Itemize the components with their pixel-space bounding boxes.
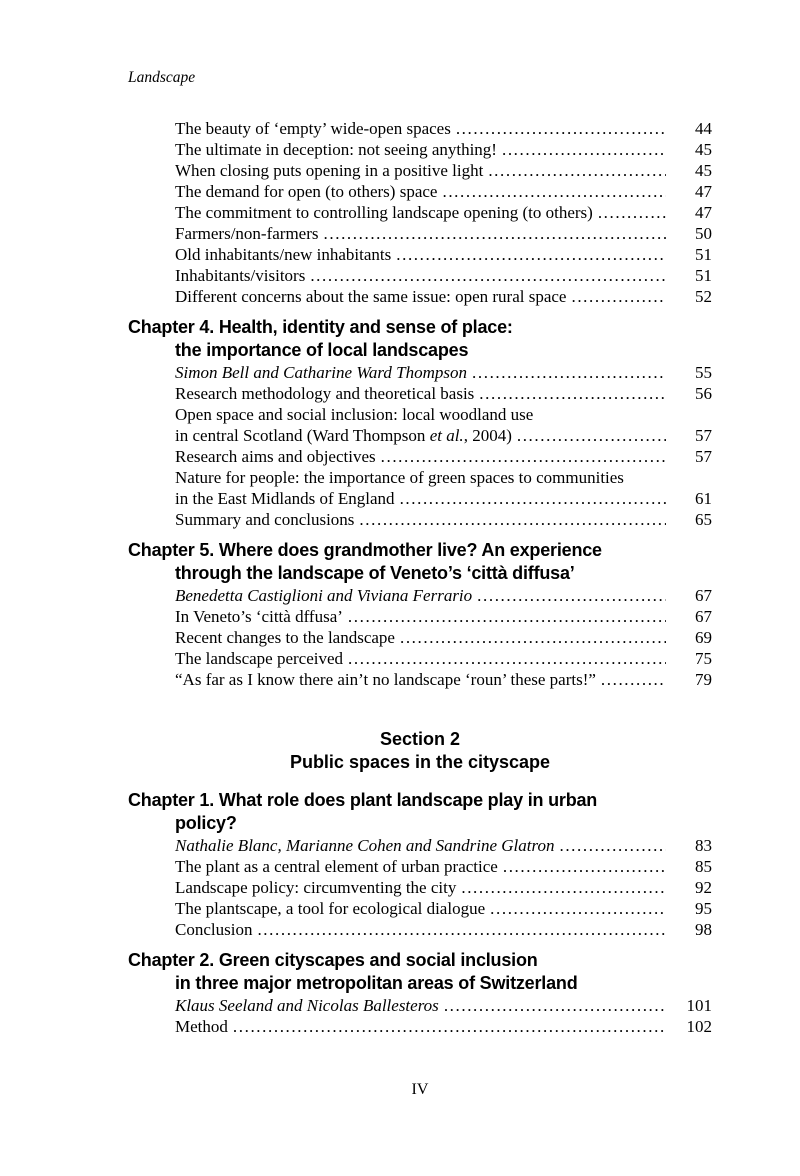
dot-leader [502, 139, 666, 160]
chapter-heading-line: the importance of local landscapes [175, 340, 469, 360]
toc-entry-title-segment: The plantscape, a tool for ecological dialogue [175, 899, 486, 918]
toc-page-number: 67 [695, 586, 712, 605]
chapter-heading-line: Chapter 5. Where does grandmother live? An experience [128, 540, 602, 560]
toc-entry [128, 244, 712, 265]
chapter-heading-line: Chapter 2. Green cityscapes and social inclusion [128, 950, 538, 970]
toc-entry-title [175, 1016, 228, 1037]
toc-entry-title [175, 446, 376, 467]
toc-entry-title [175, 488, 395, 509]
chapter-block [128, 789, 712, 940]
toc-entry-title [175, 509, 354, 530]
toc-entry-title-segment: Landscape policy: circumventing the city [175, 878, 457, 897]
toc-page-number: 83 [695, 836, 712, 855]
toc-page-number: 51 [695, 266, 712, 285]
toc-entry [128, 265, 712, 286]
dot-leader [477, 585, 666, 606]
toc-entry [128, 181, 712, 202]
toc-page-number: 101 [686, 996, 712, 1015]
toc-entry-title-segment: Nature for people: the importance of green spaces to communities [175, 468, 624, 487]
chapter-heading-line: Chapter 1. What role does plant landscape play in urban [128, 790, 598, 810]
toc-page-number: 69 [695, 628, 712, 647]
toc-entry-title [175, 181, 437, 202]
toc-entry-title-segment: When closing puts opening in a positive light [175, 161, 484, 180]
dot-leader [488, 160, 666, 181]
dot-leader [479, 383, 666, 404]
dot-leader [559, 835, 666, 856]
section-heading-block [128, 728, 712, 774]
toc-entry-title-italic-segment: Nathalie Blanc, Marianne Cohen and Sandrine Glatron [175, 836, 555, 855]
toc-entry [128, 1016, 712, 1037]
chapter-block [128, 539, 712, 690]
dot-leader [442, 181, 666, 202]
toc-page-number: 75 [695, 649, 712, 668]
toc-entry [128, 648, 712, 669]
toc-page-number: 45 [695, 140, 712, 159]
toc-entry-title-segment: Different concerns about the same issue: open rural space [175, 287, 567, 306]
toc-entry-title-segment: Research methodology and theoretical basis [175, 384, 475, 403]
toc-page-number: 57 [695, 447, 712, 466]
dot-leader [490, 898, 666, 919]
toc-entry-title [175, 425, 512, 446]
toc-entry [128, 404, 712, 425]
toc-entry-title [175, 286, 566, 307]
chapter-block [128, 316, 712, 530]
dot-leader [348, 606, 666, 627]
dot-leader [381, 446, 666, 467]
toc-page-number: 65 [695, 510, 712, 529]
toc-entry [128, 362, 712, 383]
toc-entry-title-segment: Old inhabitants/new inhabitants [175, 245, 392, 264]
toc-page-number: 52 [695, 287, 712, 306]
toc-entry-title-segment: Summary and conclusions [175, 510, 355, 529]
toc-entry [128, 919, 712, 940]
toc-entry [128, 669, 712, 690]
chapter-heading [128, 316, 712, 362]
dot-leader [461, 877, 666, 898]
dot-leader [598, 202, 666, 223]
toc-entry-title-segment: in central Scotland (Ward Thompson [175, 426, 430, 445]
toc-entry-title-segment: , 2004) [463, 426, 512, 445]
toc-entry [128, 202, 712, 223]
toc-page-number: 85 [695, 857, 712, 876]
toc-page-number: 45 [695, 161, 712, 180]
toc-entry [128, 856, 712, 877]
page-number-footer: IV [411, 1081, 429, 1098]
toc-page-number: 61 [695, 489, 712, 508]
toc-entry-title [175, 606, 343, 627]
toc-entry-title [175, 244, 391, 265]
toc-entry-title [175, 835, 554, 856]
toc-entry [128, 835, 712, 856]
toc-page-number: 92 [695, 878, 712, 897]
toc-page-number: 51 [695, 245, 712, 264]
running-header-title: Landscape [128, 69, 196, 86]
chapter-heading [128, 789, 712, 835]
toc-page-number: 44 [695, 119, 712, 138]
dot-leader [359, 509, 666, 530]
toc-entry-title-italic-segment: Simon Bell and Catharine Ward Thompson [175, 363, 468, 382]
toc-entry [128, 383, 712, 404]
toc-page-number: 55 [695, 363, 712, 382]
section-heading [128, 728, 712, 774]
toc-page-number: 102 [686, 1017, 712, 1036]
toc-entry-title-italic-segment: et al. [429, 426, 464, 445]
toc-entry [128, 627, 712, 648]
dot-leader [571, 286, 666, 307]
toc-entry [128, 467, 712, 488]
dot-leader [257, 919, 666, 940]
toc-entry [128, 995, 712, 1016]
toc-entry-title [175, 139, 497, 160]
toc-entry-title-segment: The ultimate in deception: not seeing anything! [175, 140, 497, 159]
toc-entry-title-segment: Conclusion [175, 920, 253, 939]
toc-entry-title [175, 160, 483, 181]
toc-entry-title-segment: Research aims and objectives [175, 447, 376, 466]
dot-leader [400, 488, 666, 509]
page-content [128, 68, 712, 1037]
toc-entry-title-segment: The beauty of ‘empty’ wide-open spaces [175, 119, 451, 138]
toc-page-number: 79 [695, 670, 712, 689]
toc-entry-title-segment: Farmers/non-farmers [175, 224, 319, 243]
toc-entry [128, 286, 712, 307]
dot-leader [400, 627, 666, 648]
dot-leader [503, 856, 666, 877]
toc-page-number: 47 [695, 203, 712, 222]
toc-page-number: 67 [695, 607, 712, 626]
dot-leader [324, 223, 666, 244]
dot-leader [310, 265, 666, 286]
toc-entry-title [175, 898, 485, 919]
dot-leader [396, 244, 666, 265]
toc-entry-title-segment: The commitment to controlling landscape opening (to others) [175, 203, 593, 222]
toc-entry-title [175, 669, 596, 690]
toc-page-number: 57 [695, 426, 712, 445]
toc-page-number: 50 [695, 224, 712, 243]
toc-entry-title [175, 404, 533, 425]
toc-entry-title-segment: Open space and social inclusion: local woodland use [175, 405, 534, 424]
toc-entry [128, 585, 712, 606]
toc-entry [128, 509, 712, 530]
entries-block [128, 118, 712, 307]
dot-leader [517, 425, 666, 446]
toc-entry-title [175, 467, 624, 488]
toc-entry-title-italic-segment: Klaus Seeland and Nicolas Ballesteros [175, 996, 439, 1015]
chapter-heading-line: policy? [175, 813, 237, 833]
toc-entry [128, 160, 712, 181]
toc-entry [128, 425, 712, 446]
toc-entry-title [175, 648, 343, 669]
chapter-heading-line: through the landscape of Veneto’s ‘città diffusa’ [175, 563, 575, 583]
toc-entry-title [175, 223, 319, 244]
toc-entry-title-italic-segment: Benedetta Castiglioni and Viviana Ferrario [175, 586, 473, 605]
toc-entry-title [175, 383, 474, 404]
toc-entry [128, 488, 712, 509]
dot-leader [444, 995, 666, 1016]
toc-entry-title-segment: In Veneto’s ‘città dffusa’ [175, 607, 343, 626]
toc-entry-title [175, 995, 439, 1016]
toc-entry-title [175, 585, 472, 606]
table-of-contents [128, 118, 712, 1037]
toc-entry-title [175, 118, 451, 139]
toc-entry [128, 877, 712, 898]
toc-entry [128, 606, 712, 627]
toc-entry-title [175, 362, 467, 383]
toc-page-number: 98 [695, 920, 712, 939]
toc-entry-title-segment: Method [175, 1017, 228, 1036]
chapter-heading [128, 539, 712, 585]
toc-entry [128, 118, 712, 139]
chapter-heading-line: in three major metropolitan areas of Switzerland [175, 973, 578, 993]
toc-entry [128, 223, 712, 244]
dot-leader [601, 669, 666, 690]
toc-entry-title [175, 919, 252, 940]
dot-leader [472, 362, 666, 383]
section-heading-line: Section 2 [379, 729, 461, 749]
toc-entry-title-segment: Recent changes to the landscape [175, 628, 395, 647]
dot-leader [348, 648, 666, 669]
toc-entry-title-segment: The plant as a central element of urban practice [175, 857, 498, 876]
toc-entry-title [175, 265, 305, 286]
toc-page-number: 56 [695, 384, 712, 403]
toc-entry-title-segment: The landscape perceived [175, 649, 344, 668]
chapter-heading-line: Chapter 4. Health, identity and sense of place: [128, 317, 513, 337]
toc-entry-title [175, 627, 395, 648]
toc-entry [128, 898, 712, 919]
toc-entry-title [175, 856, 498, 877]
toc-entry-title-segment: in the East Midlands of England [175, 489, 395, 508]
dot-leader [233, 1016, 666, 1037]
toc-entry [128, 139, 712, 160]
dot-leader [456, 118, 666, 139]
chapter-heading [128, 949, 712, 995]
toc-entry-title-segment: Inhabitants/visitors [175, 266, 306, 285]
toc-entry-title-segment: “As far as I know there ain’t no landscape ‘roun’ these parts!” [175, 670, 596, 689]
toc-page-number: 95 [695, 899, 712, 918]
toc-entry-title [175, 202, 593, 223]
toc-entry-title-segment: The demand for open (to others) space [175, 182, 438, 201]
toc-entry-title [175, 877, 456, 898]
toc-page-number: 47 [695, 182, 712, 201]
section-heading-line: Public spaces in the cityscape [289, 752, 551, 772]
toc-entry [128, 446, 712, 467]
chapter-block [128, 949, 712, 1037]
